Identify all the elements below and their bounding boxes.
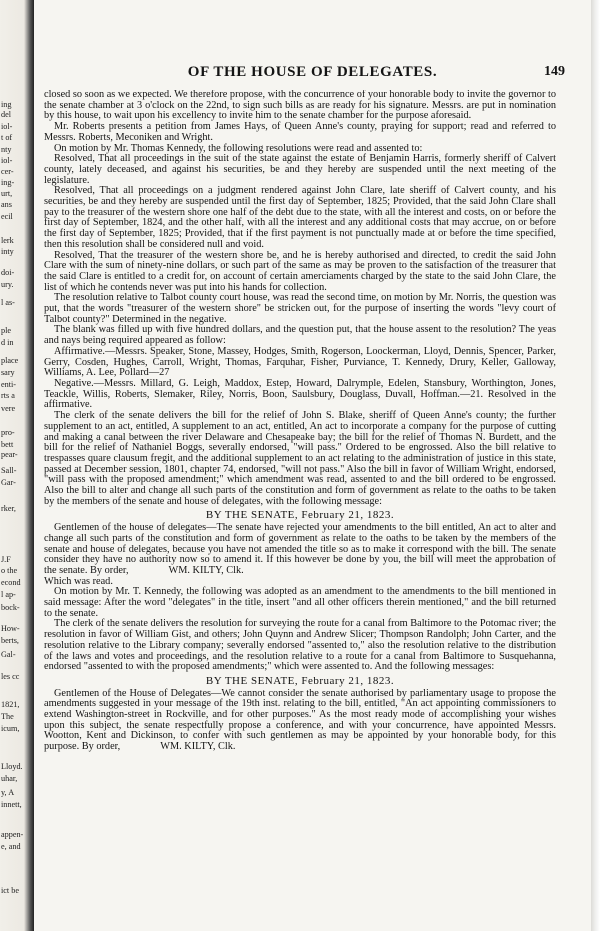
- margin-fragment: ecil: [1, 212, 13, 221]
- margin-fragment: les cc: [1, 672, 20, 681]
- margin-fragment: lerk: [1, 236, 14, 245]
- margin-fragment: del: [1, 110, 12, 119]
- paragraph: The blank was filled up with five hundred dollars, and the question put, that the house assent to the resolution? The yeas and nays being required appeared as follow:: [44, 324, 556, 347]
- margin-fragment: pear-: [1, 450, 18, 459]
- margin-fragment: nty: [1, 145, 12, 154]
- margin-fragment: iol-: [1, 122, 13, 131]
- margin-fragment: Sall-: [1, 466, 17, 475]
- resolution-paragraph: Resolved, That all proceedings on a judgment rendered against John Clare, late sheriff of Calvert county, and his securities, be and they hereby are suspended until the first day of September, 1825; Provided, that the said John Clare shall pay to the treasurer of the western shore one half of the debt due to the state, with all the interest and costs, on or before the first day of September, 1824, and the other half, with all the interest and any additional costs that may accrue, on or before the first day of September, 1825; Provided, that if the first payment is not punctually made at or before the time specified, then this resolution shall be considered null and void.: [44, 185, 556, 250]
- margin-fragment: ict be: [1, 886, 19, 895]
- paragraph: closed so soon as we expected. We therefore propose, with the concurrence of your honorable body to invite the governor to the senate chamber at 3 o'clock on the 22nd, to sign such bills as are ready for his signature. Messrs. are put in nomination by this house, to wait upon his excellency to invite him to the senate chamber for the purpose aforesaid.: [44, 90, 556, 122]
- margin-fragment: Lloyd.: [1, 762, 23, 771]
- margin-fragment: The: [1, 712, 14, 721]
- senate-message-heading: BY THE SENATE, February 21, 1823.: [205, 674, 395, 687]
- by-order-label: By order,: [90, 564, 129, 576]
- message-body: Gentlemen of the house of delegates—The senate have rejected your amendments to the bill entitled, An act to alter and change all such parts of the constitution and form of government as relate to the oaths to be taken by the members of the senate and house of delegates, because you have not amended the title so as to make it correspond with the bill. The senate consider they have no authority now so to amend it. If this however be done by you, the bill will meet the approbation of the senate.: [44, 522, 556, 576]
- paragraph: Mr. Roberts presents a petition from James Hays, of Queen Anne's county, praying for support; read and referred to Messrs. Roberts, Meconiken and Wright.: [44, 121, 556, 143]
- margin-fragment: vere: [1, 404, 16, 413]
- margin-fragment: l ap-: [1, 590, 16, 599]
- margin-fragment: y, A: [1, 788, 15, 797]
- margin-fragment: rker,: [1, 504, 16, 513]
- margin-fragment: place: [1, 356, 19, 365]
- senate-message-heading: BY THE SENATE, February 21, 1823.: [205, 509, 395, 522]
- page-edge: [591, 0, 600, 931]
- facing-page-margin: [0, 0, 34, 931]
- resolution-paragraph: Resolved, That all proceedings in the suit of the state against the estate of Benjamin Harris, formerly sheriff of Calvert county, lately deceased, and against his securities, be and they hereby are suspended until the next meeting of the legislature.: [44, 153, 556, 186]
- margin-fragment: bett: [1, 440, 14, 449]
- margin-fragment: ans: [1, 200, 12, 209]
- margin-fragment: sary: [1, 368, 15, 377]
- clerk-signature: WM. KILTY, Clk.: [160, 741, 236, 753]
- resolution-paragraph: Resolved, That the treasurer of the western shore be, and he is hereby authorised and directed, to credit the said John Clare with the sum of ninety-nine dollars, or such part of the same as may be proven to the satisfaction of the treasurer that the said Clare is entitled to a credit for, on account of certain amerciaments charged by the state to the said John Clare, the list of which he contends never was put into his hands for collection.: [44, 249, 556, 293]
- page-body: [44, 90, 556, 920]
- paragraph: On motion by Mr. T. Kennedy, the following was adopted as an amendment to the amendments to the bill mentioned in said message: After the word "delegates" in the title, insert "and all other officers therein mentioned," and the bill returned to the senate.: [44, 586, 556, 619]
- running-title: OF THE HOUSE OF DELEGATES.: [187, 64, 438, 80]
- margin-fragment: t of: [1, 133, 13, 142]
- margin-fragment: enti-: [1, 380, 17, 389]
- margin-fragment: ury.: [1, 280, 14, 289]
- margin-fragment: icum,: [1, 724, 20, 733]
- margin-fragment: J.F: [1, 555, 11, 564]
- margin-fragment: uhar,: [1, 774, 18, 783]
- message-body: Gentlemen of the House of Delegates—We cannot consider the senate authorised by parliamentary usage to propose the amendments suggested in your message of the 19th inst. relating to the bill, entitled, "An act appointing commissioners to extend Washington-street in Rockville, and for other purposes." As the most ready mode of accomplishing your wishes upon this subject, the senate respectfully propose a conference, and with your concurrence, have appointed Messrs. Wootton, Kent and Dickinson, to confer with such gentlemen as may be appointed by your honorable body, for this purpose.: [44, 687, 556, 753]
- margin-fragment: doi-: [1, 268, 15, 277]
- margin-fragment: bock-: [1, 603, 20, 612]
- paragraph: The clerk of the senate delivers the resolution for surveying the route for a canal from Baltimore to the Potomac river; the resolution in favor of William Gist, and others; John Quynn and Andrew Slicer; Thompson Randolph; John Carter, and the resolution relative to the Library company; severally endorsed "assented to," also the resolution relative to the distribution of the laws and votes and proceedings, and the resolution relative to a route for a canal from Baltimore to Susquehanna, endorsed "assented to with the proposed amendments;" which were assented to. And the following messages:: [44, 618, 556, 673]
- paragraph: Which was read.: [44, 575, 113, 587]
- margin-fragment: e, and: [1, 842, 21, 851]
- margin-fragment: urt,: [1, 189, 13, 198]
- margin-fragment: ple: [1, 326, 12, 335]
- margin-fragment: econd: [1, 578, 21, 587]
- margin-fragment: inty: [1, 247, 14, 256]
- margin-fragment: appen-: [1, 830, 24, 839]
- senate-message-text: [44, 523, 556, 577]
- margin-fragment: 1821,: [1, 700, 20, 709]
- margin-fragment: How-: [1, 624, 20, 633]
- margin-fragment: Gar-: [1, 478, 16, 487]
- margin-fragment: l as-: [1, 298, 15, 307]
- by-order-label: By order,: [81, 741, 121, 753]
- senate-message-text: [44, 689, 556, 753]
- document-page: [34, 0, 591, 931]
- clerk-signature: WM. KILTY, Clk.: [168, 564, 244, 576]
- page-number: 149: [544, 64, 565, 79]
- margin-fragment: cer-: [1, 167, 14, 176]
- margin-fragment: ing-: [1, 178, 15, 187]
- margin-fragment: iol-: [1, 156, 13, 165]
- margin-fragment: innett,: [1, 800, 22, 809]
- affirmative-vote-list: Affirmative.—Messrs. Speaker, Stone, Massey, Hodges, Smith, Rogerson, Loockerman, Lloyd, Dennis, Spencer, Parker, Gerry, Cosden, Hughes, Carroll, Wright, Thomas, Farquhar, Fisher, Purviance, T. Kennedy, Drury, Keller, Galloway, Williams, A. Lee, Pollard—27: [44, 345, 556, 379]
- margin-fragment: berts,: [1, 636, 19, 645]
- page-header: [34, 64, 591, 86]
- margin-fragment: pro-: [1, 428, 15, 437]
- margin-fragment: o the: [1, 566, 18, 575]
- paragraph: The resolution relative to Talbot county court house, was read the second time, on motion by Mr. Norris, the question was put, that the words "treasurer of the western shore" be stricken out, for the purpose of inserting the words "levy court of Talbot county?" Determined in the negative.: [44, 292, 556, 325]
- margin-fragment: rts a: [1, 391, 15, 400]
- margin-fragment: d in: [1, 338, 14, 347]
- paragraph: The clerk of the senate delivers the bill for the relief of John S. Blake, sheriff of Queen Anne's county; the further supplement to an act, entitled, A supplement to an act, entitled, An act to incorporate a company for the purpose of cutting and making a canal between the river Delaware and Chesapeake bay; the bill for the relief of Thomas N. Burdett, and the bill for the relief of Nathaniel Boggs, severally endorsed, "will pass." Ordered to be engrossed. Also the bill relative to trespasses quare clausum fregit, and the additional supplement to an act relating to the administration of justice in this state, passed at December session, 1801, chapter 74, endorsed, "will not pass." Also the bill in favor of William Wright, endorsed, "will pass with the proposed amendment;" which amendment was read, assented to and the bill ordered to be engrossed. Also the bill to alter and change all such parts of the constitution and form of government as relate to the oaths to be taken by the members of the senate and house of delegates, with the following message:: [44, 410, 556, 507]
- margin-fragment: ing: [1, 100, 12, 109]
- negative-vote-list: Negative.—Messrs. Millard, G. Leigh, Maddox, Estep, Howard, Dalrymple, Edelen, Stansbury, Worthington, Jones, Teackle, Willis, Roberts, Slemaker, Riley, Norris, Boon, Saulsbury, Douglass, Duvall, Hoffman.—21. Resolved in the affirmative.: [44, 377, 556, 411]
- margin-fragment: Gal-: [1, 650, 16, 659]
- paragraph: On motion by Mr. Thomas Kennedy, the following resolutions were read and assented to:: [54, 142, 423, 154]
